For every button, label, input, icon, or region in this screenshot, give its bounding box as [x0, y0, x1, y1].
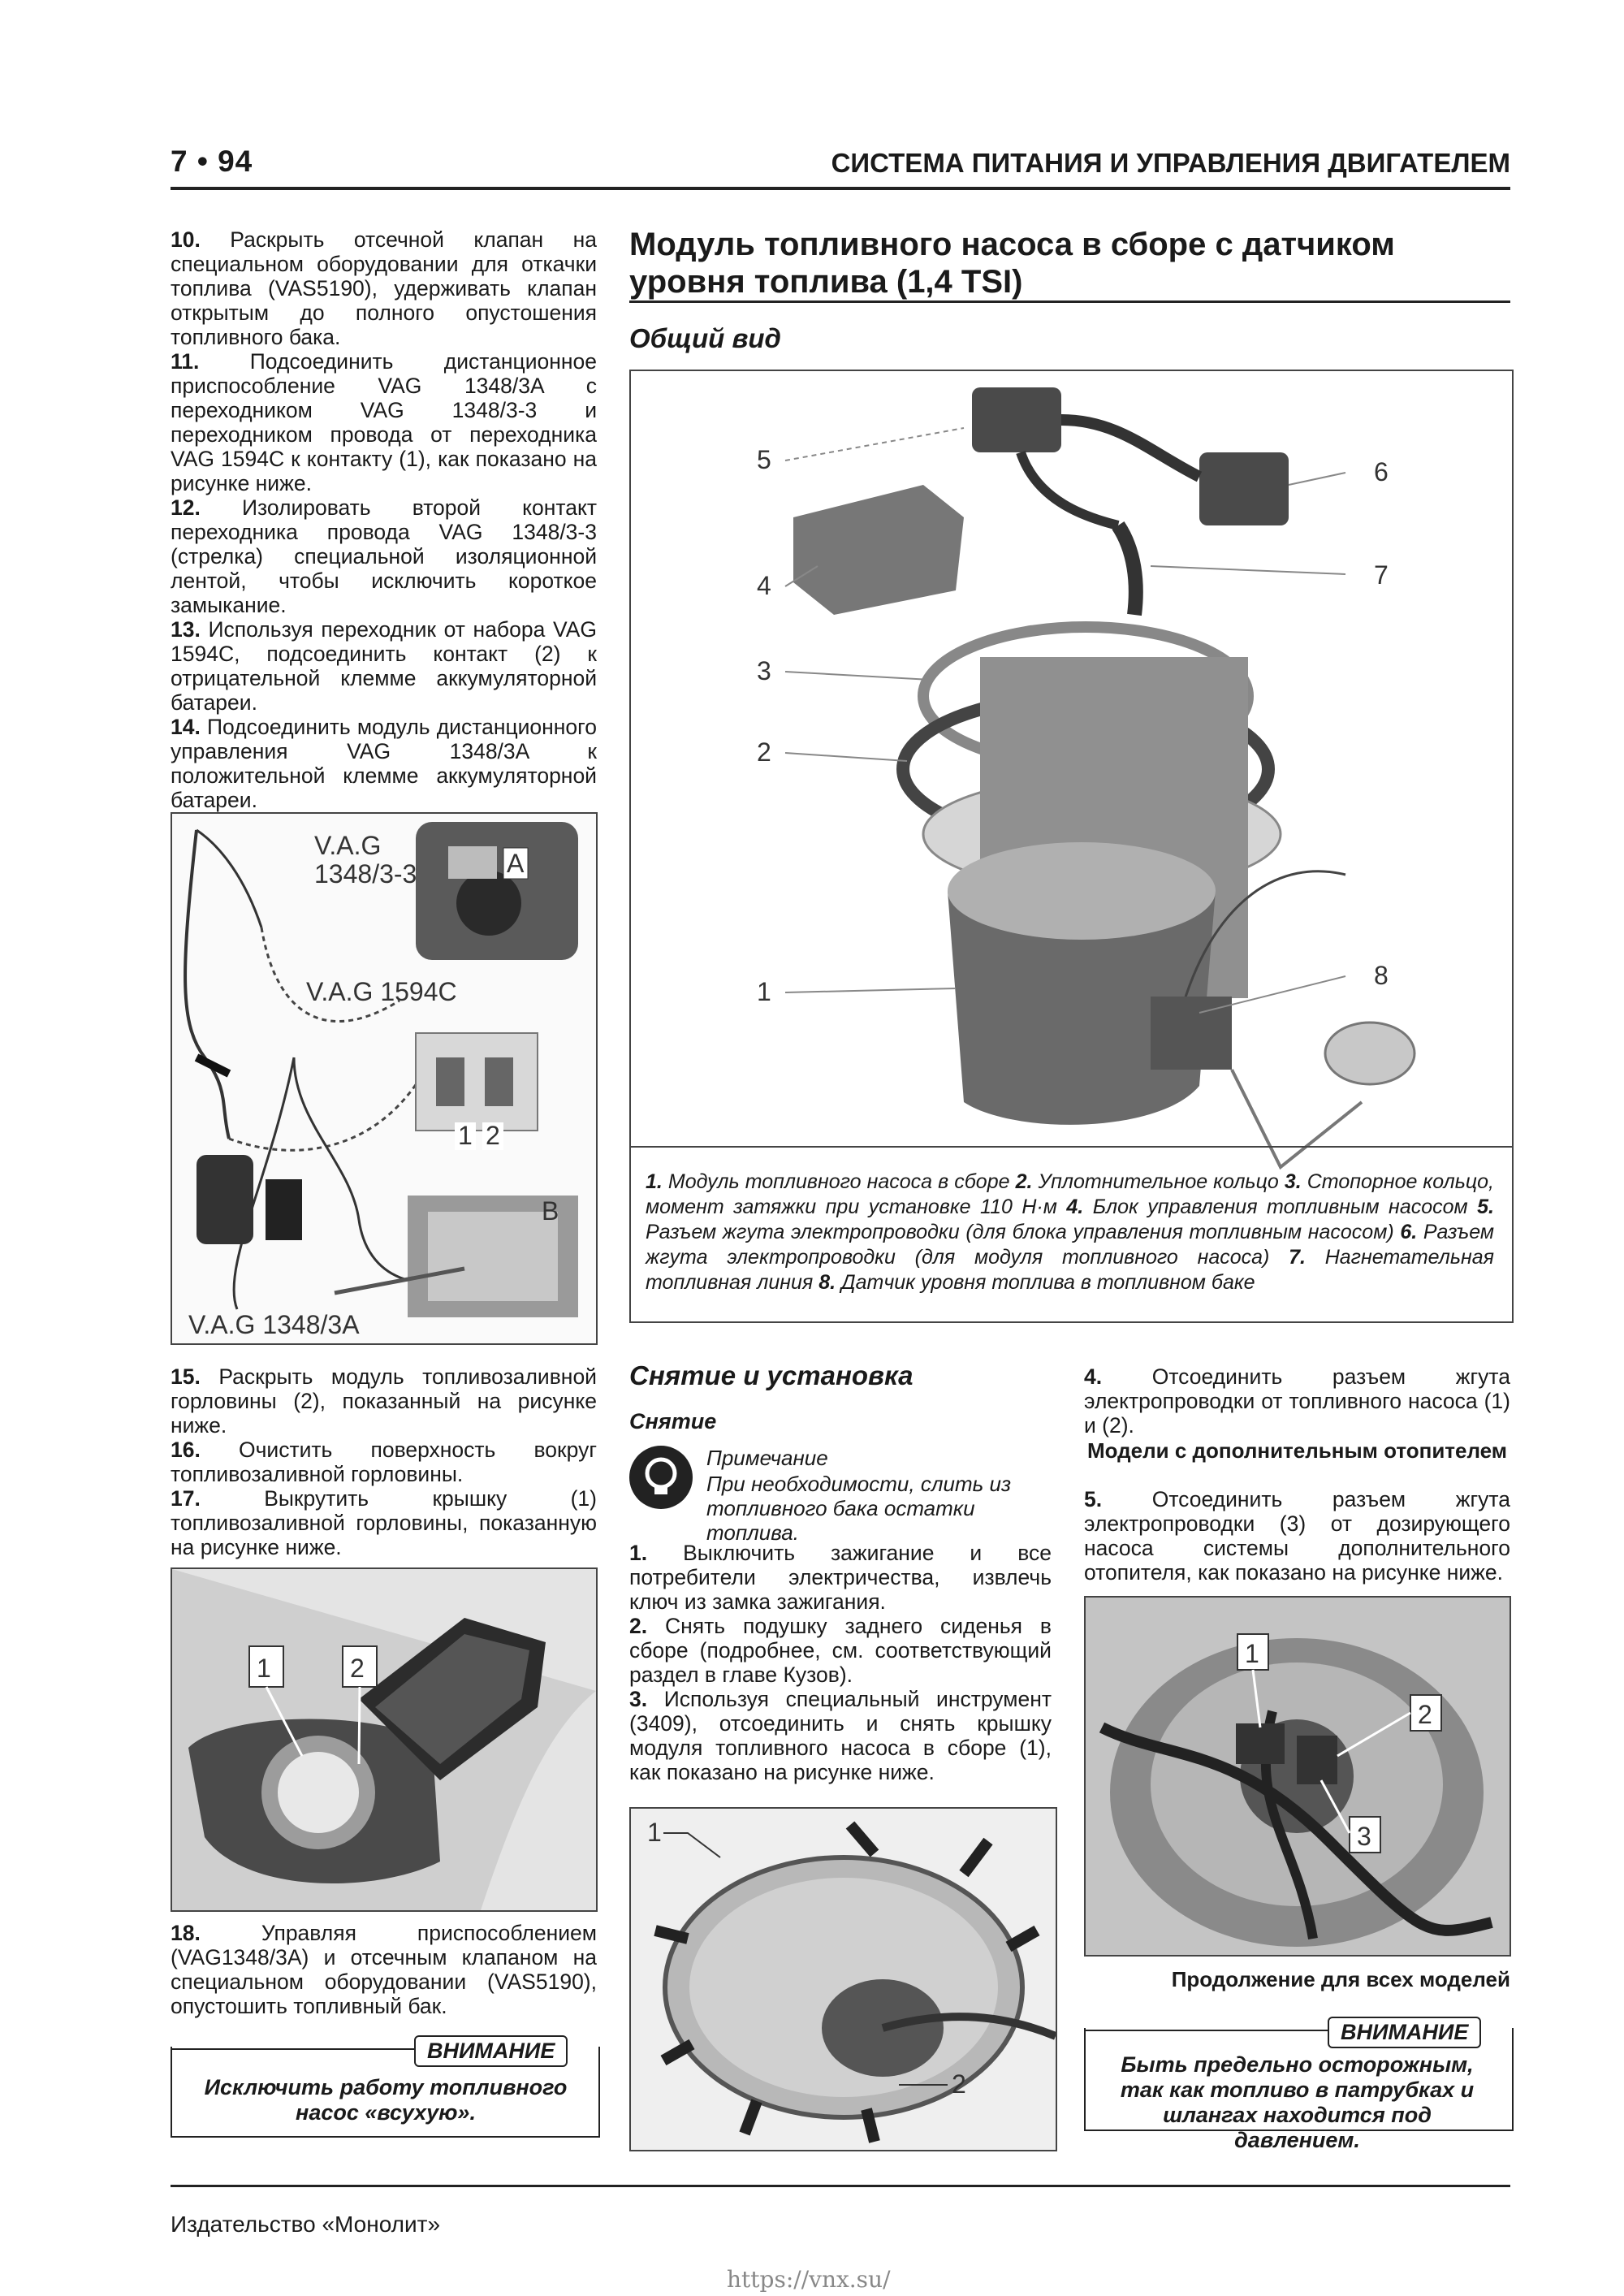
note-title: Примечание: [706, 1446, 828, 1470]
general-view-heading: Общий вид: [629, 323, 781, 353]
label-1: 1: [458, 1121, 473, 1150]
lid-label-2: 2: [952, 2069, 966, 2099]
callout-6: 6: [1374, 457, 1389, 486]
removal-step-3: 3. Используя специальный инструмент (3409), отсоединить и снять крышку модуля топливного насоса в сборе (1), как показано на рисунке ниже.: [629, 1687, 1052, 1784]
lid-label-1: 1: [647, 1818, 662, 1847]
step-15: 15. Раскрыть модуль топливозаливной горловины (2), показанный на рисунке ниже.: [171, 1364, 597, 1438]
steps-middle: [171, 1364, 597, 1559]
callout-4: 4: [757, 571, 771, 600]
publisher: Издательство «Монолит»: [171, 2212, 441, 2237]
footer-rule: [171, 2185, 1510, 2187]
removal-step-2: 2. Снять подушку заднего сиденья в сборе (подробнее, см. соответствующий раздел в главе Кузов).: [629, 1614, 1052, 1687]
heater-pump-figure: [1084, 1596, 1511, 1957]
removal-title: Снятие и установка: [629, 1360, 914, 1390]
pump-lid-figure: [629, 1807, 1057, 2151]
label-vag-1594c: V.A.G 1594C: [306, 977, 457, 1006]
right-step-4: 4. Отсоединить разъем жгута электропроводки от топливного насоса (1) и (2).: [1084, 1364, 1510, 1438]
left-warning-label: ВНИМАНИЕ: [414, 2035, 568, 2067]
step-14: 14. Подсоединить модуль дистанционного управления VAG 1348/3A к положительной клемме аккумуляторной батареи.: [171, 715, 597, 812]
callout-7: 7: [1374, 560, 1389, 590]
label-a: A: [507, 849, 525, 878]
module-caption: 1. Модуль топливного насоса в сборе 2. Уплотнительное кольцо 3. Стопорное кольцо, момент затяжки при установке 110 Н·м 4. Блок управления топливным насосом 5. Разъем жгута электропроводки (для блока управления топливным насосом) 6. Разъем жгута электропроводки (для модуля топливного насоса) 7. Нагнетательная топливная линия 8. Датчик уровня топлива в топливном баке: [646, 1170, 1494, 1294]
right-warning-label: ВНИМАНИЕ: [1328, 2017, 1481, 2048]
removal-steps: [629, 1541, 1052, 1784]
pump-label-1: 1: [1245, 1639, 1259, 1668]
callout-3: 3: [757, 656, 771, 685]
pump-label-3: 3: [1357, 1822, 1371, 1851]
step-11: 11. Подсоединить дистанционное приспособление VAG 1348/3A с переходником VAG 1348/3-3 и переходником провода от переходника VAG 1594C к контакту (1), как показано на рисунке ниже.: [171, 349, 597, 495]
vag-wiring-figure: [171, 812, 598, 1345]
removal-step-1: 1. Выключить зажигание и все потребители электричества, извлечь ключ из замка зажигания.: [629, 1541, 1052, 1614]
label-2: 2: [486, 1121, 500, 1150]
step-16: 16. Очистить поверхность вокруг топливозаливной горловины.: [171, 1438, 597, 1486]
watermark-url[interactable]: https://vnx.su/: [727, 2266, 891, 2293]
cap-label-2: 2: [350, 1654, 365, 1683]
right-warning-text: Быть предельно осторожным, так как топливо в патрубках и шлангах находится под давлением.: [1120, 2052, 1475, 2152]
fuel-cap-figure: [171, 1567, 598, 1912]
section-title: СИСТЕМА ПИТАНИЯ И УПРАВЛЕНИЯ ДВИГАТЕЛЕМ: [831, 148, 1510, 178]
note-text: При необходимости, слить из топливного бака остатки топлива.: [706, 1472, 1012, 1545]
steps-top: [171, 227, 597, 812]
callout-8: 8: [1374, 961, 1389, 990]
continuation-heading: Продолжение для всех моделей: [1171, 1967, 1510, 1991]
lightbulb-icon: [629, 1446, 693, 1509]
label-vag-1348-3a: V.A.G 1348/3A: [188, 1310, 360, 1339]
left-warning-text: Исключить работу топливного насос «всухую».: [204, 2075, 568, 2125]
svg-text:1348/3-3: 1348/3-3: [314, 859, 417, 889]
module-title: Модуль топливного насоса в сборе с датчиком уровня топлива (1,4 TSI): [629, 227, 1395, 300]
cap-label-1: 1: [257, 1654, 271, 1683]
right-step-5: 5. Отсоединить разъем жгута электропроводки (3) от дозирующего насоса системы дополнительного отопителя, как показано на рисунке ниже.: [1084, 1487, 1510, 1585]
heater-heading: Модели с дополнительным отопителем: [1086, 1438, 1508, 1463]
step-13: 13. Используя переходник от набора VAG 1594C, подсоединить контакт (2) к отрицательной клемме аккумуляторной батареи.: [171, 617, 597, 715]
callout-2: 2: [757, 737, 771, 767]
label-b: B: [542, 1196, 559, 1226]
page-number: 7 • 94: [171, 145, 253, 178]
callout-5: 5: [757, 445, 771, 474]
removal-subtitle: Снятие: [629, 1409, 717, 1433]
header-rule: [171, 187, 1510, 190]
label-vag-1348-3-3: V.A.G: [314, 831, 382, 860]
step-10: 10. Раскрыть отсечной клапан на специальном оборудовании для откачки топлива (VAS5190), удерживать клапан открытым до полного опустошения топливного бака.: [171, 227, 597, 349]
step-12: 12. Изолировать второй контакт переходника провода VAG 1348/3-3 (стрелка) специальной изоляционной лентой, чтобы исключить короткое замыкание.: [171, 495, 597, 617]
step-18: 18. Управляя приспособлением (VAG1348/3A) и отсечным клапаном на специальном оборудовании (VAS5190), опустошить топливный бак.: [171, 1921, 597, 2018]
callout-1: 1: [757, 977, 771, 1006]
pump-label-2: 2: [1418, 1700, 1432, 1729]
step-17: 17. Выкрутить крышку (1) топливозаливной горловины, показанную на рисунке ниже.: [171, 1486, 597, 1559]
